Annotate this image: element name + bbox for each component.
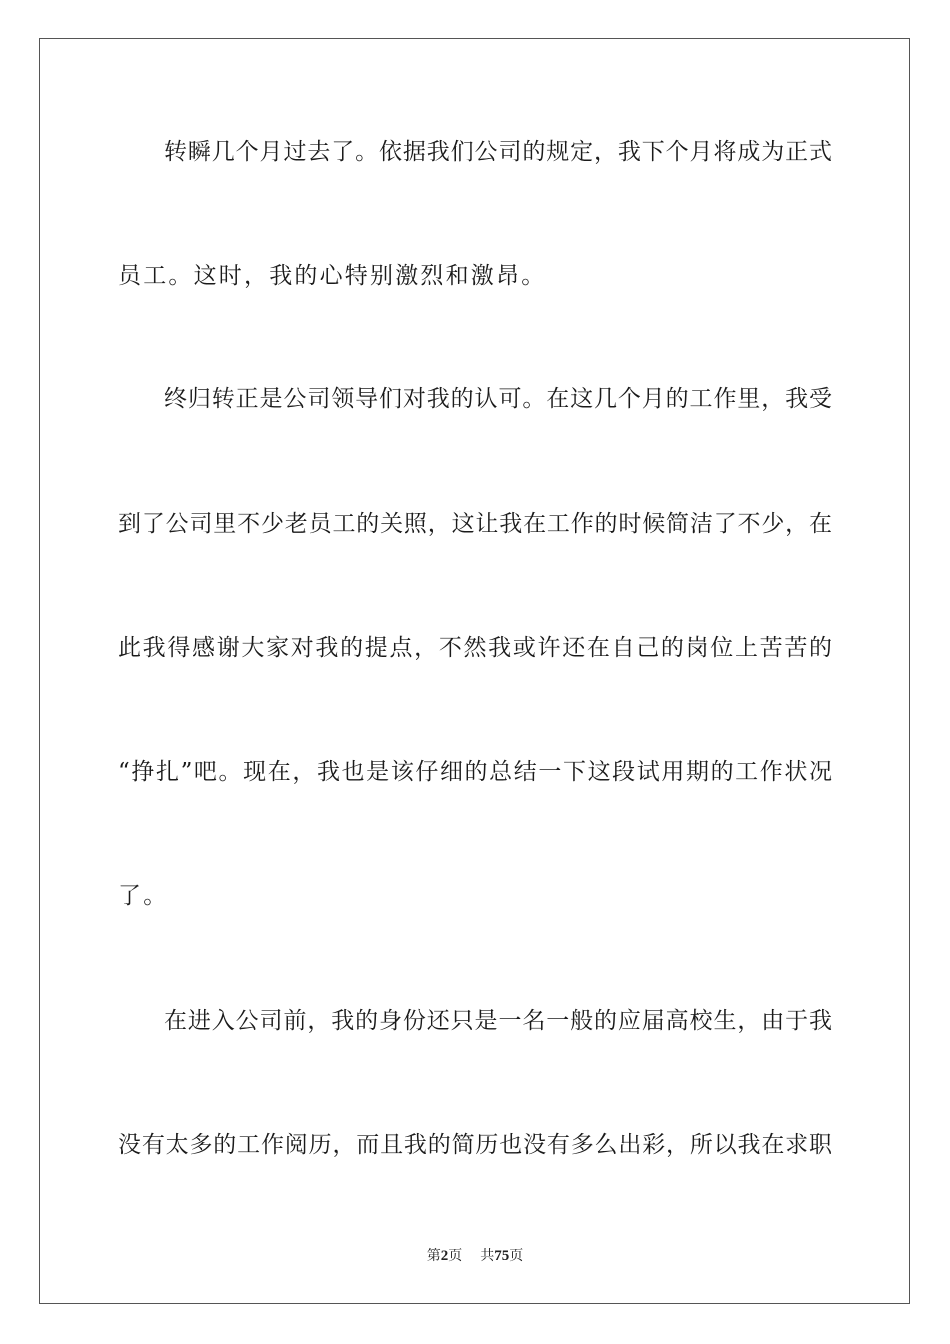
paragraph-3-line-2: 没有太多的工作阅历，而且我的简历也没有多么出彩，所以我在求职 <box>118 1132 832 1158</box>
paragraph-2-line-2: 到了公司里不少老员工的关照，这让我在工作的时候简洁了不少，在 <box>118 511 832 537</box>
total-pages-number: 75 <box>494 1248 510 1264</box>
paragraph-1-line-1: 转瞬几个月过去了。依据我们公司的规定，我下个月将成为正式 <box>164 139 832 165</box>
total-suffix: 页 <box>509 1248 524 1264</box>
paragraph-2-line-4: “挣扎”吧。现在，我也是该仔细的总结一下这段试用期的工作状况 <box>118 759 832 785</box>
page-border <box>39 38 910 1304</box>
page-suffix: 页 <box>448 1248 463 1264</box>
paragraph-2-line-5: 了。 <box>118 883 169 909</box>
paragraph-2-line-1: 终归转正是公司领导们对我的认可。在这几个月的工作里，我受 <box>164 386 832 412</box>
page-prefix: 第 <box>426 1248 441 1264</box>
paragraph-1-line-2: 员工。这时，我的心特别激烈和激昂。 <box>118 263 547 289</box>
paragraph-2-line-3: 此我得感谢大家对我的提点，不然我或许还在自己的岗位上苦苦的 <box>118 635 832 661</box>
paragraph-3-line-1: 在进入公司前，我的身份还只是一名一般的应届高校生，由于我 <box>164 1008 832 1034</box>
page-footer <box>0 1246 950 1266</box>
current-page-number: 2 <box>440 1248 449 1264</box>
total-prefix: 共 <box>480 1248 495 1264</box>
